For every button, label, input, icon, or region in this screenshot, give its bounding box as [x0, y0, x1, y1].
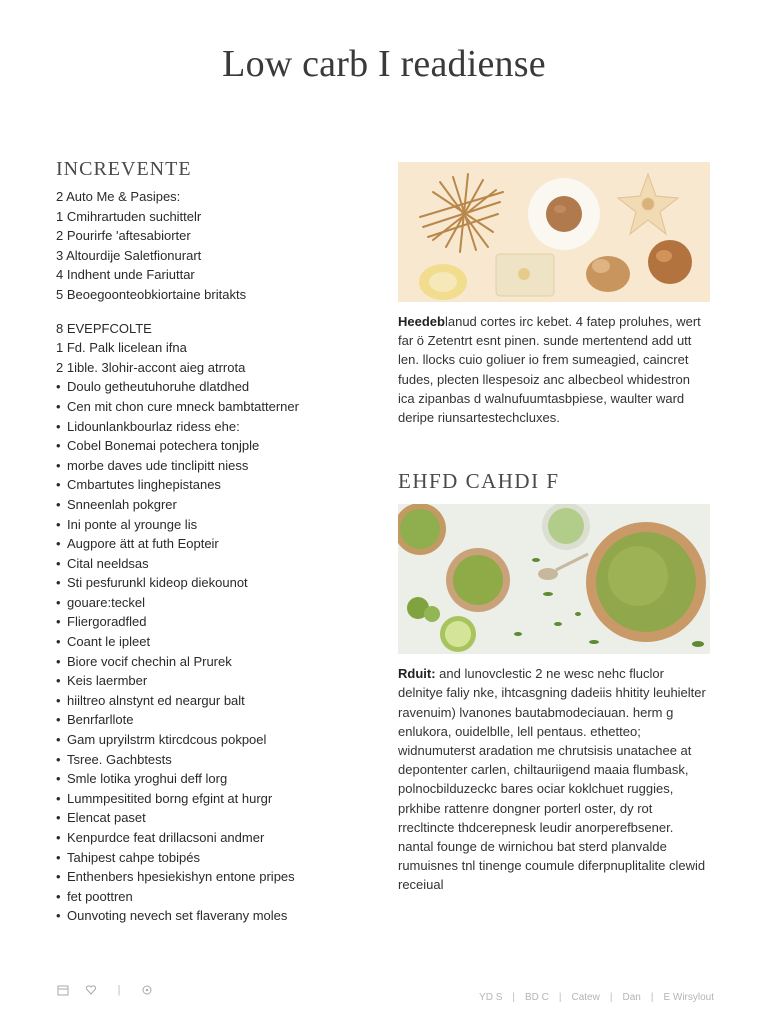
bullet-dot: •: [56, 477, 61, 493]
bullet-item: [56, 906, 356, 926]
list-item: 1 Fd. Palk licelean ifna: [56, 340, 187, 356]
bullet-dot: •: [56, 496, 61, 512]
bullet-text: Kenpurdce feat drillacsoni andmer: [67, 830, 265, 845]
bullet-item: [56, 632, 356, 652]
right-column: [398, 162, 712, 895]
bullet-item: [56, 691, 356, 711]
bullet-item: [56, 730, 356, 750]
bullet-dot: •: [56, 771, 61, 787]
bullet-dot: •: [56, 790, 61, 806]
sub-heading: 8 EVEPFCOLTE: [56, 320, 152, 336]
bullet-item: [56, 769, 356, 789]
bullet-text: Ini ponte al yrounge lis: [67, 516, 198, 532]
bullet-text: Cital neeldsas: [67, 555, 149, 571]
bullet-dot: •: [56, 457, 61, 473]
paragraph-lead: Rduit:: [398, 666, 436, 682]
list-item: 2 Pourirfe 'aftesabiorter: [56, 228, 191, 244]
bullet-dot: •: [56, 830, 61, 845]
list-item: 1 Cmihrartuden suchittelr: [56, 208, 202, 224]
heart-icon[interactable]: [84, 984, 98, 999]
footer-link[interactable]: Catew: [571, 992, 600, 1003]
bullet-text: Fliergoradfled: [67, 614, 147, 630]
bullet-text: Smle lotika yroghui deff lorg: [67, 771, 228, 787]
section-heading: EHFD CAHDI F: [398, 469, 560, 494]
share-icon[interactable]: [140, 984, 154, 999]
bullet-text: Elencat paset: [67, 810, 146, 826]
footer-icons: [56, 984, 154, 999]
bullet-dot: •: [56, 888, 61, 904]
paragraph-text: and lunovclestic 2 ne wesc nehc fluclor delnitye faliy nke, ihtcasgning dadeiis hhitity leuhielter ravenuim) lvanones bautabmodeciauan. herm g enlukora, ouidelblle, lell pentaus. ethetteo; widnumuterst aradation me chrutsisis unatachee at depontenter carlen, chiltauriigend maaia flumbask, polnocbilduzeckc bares ociar koklchuet ruggies, prkhibe rattenre dongner porterl oster, dy rot rrecltincte thdcerepnesk leudir anorperefbsener. nantal founge de wirnichou bat sterd planvalde rumuisnes tnl tinenge coumule diferpnuplitalite clewid receiual: [398, 666, 706, 893]
list-item: 3 Altourdije Saletfionurart: [56, 247, 202, 263]
bullet-dot: •: [56, 575, 61, 591]
bullet-item: [56, 671, 356, 691]
bullet-text: morbe daves ude tinclipitt niess: [67, 457, 249, 473]
bullet-dot: •: [56, 634, 61, 650]
bullet-dot: •: [56, 418, 61, 434]
bullet-item: [56, 436, 356, 456]
footer-links: [479, 992, 714, 1003]
bullet-item: [56, 377, 356, 397]
bullet-text: Benrfarllote: [67, 712, 134, 728]
bullet-item: [56, 397, 356, 417]
paragraph-text: lanud cortes irc kebet. 4 fatep proluhes, wert far ö Zetentrt esnt pinen. sunde mertentend add utt len. llocks cuio goliuer io frem sumeagied, caincret fudes, plecten llespesoiz anc albecbeol whidestron ica zipanbas d walnufuumtasbpiese, waulter ward deripe riunsartestechcluxes.: [398, 314, 701, 426]
bullet-text: Tahipest cahpe tobipés: [67, 849, 200, 865]
numbered-list: [56, 207, 356, 305]
bullet-item: [56, 573, 356, 593]
bullet-text: Gam upryilstrm ktircdcous pokpoel: [67, 732, 267, 748]
bullet-text: Lummpesitited borng efgint at hurgr: [67, 790, 273, 806]
bullet-item: [56, 789, 356, 809]
bullet-item: [56, 495, 356, 515]
bullet-text: Cen mit chon cure mneck bambtatterner: [67, 398, 299, 414]
description-paragraph: [398, 664, 710, 894]
ingredients-heading: INCREVENTE: [56, 158, 192, 180]
bullet-item: [56, 887, 356, 907]
bullet-dot: •: [56, 555, 61, 571]
bullet-text: gouare:teckel: [67, 594, 146, 610]
bullet-dot: •: [56, 810, 61, 826]
divider: |: [117, 984, 121, 996]
bullet-dot: •: [56, 869, 61, 885]
bullet-text: Tsree. Gachbtests: [67, 751, 172, 767]
bullet-dot: •: [56, 398, 61, 414]
bullet-item: [56, 612, 356, 632]
bullet-dot: •: [56, 849, 61, 865]
bullet-text: Ounvoting nevech set flaverany moles: [67, 908, 288, 924]
bullet-item: [56, 417, 356, 437]
bullet-dot: •: [56, 692, 61, 708]
bullet-text: Doulo getheutuhoruhe dlatdhed: [67, 379, 250, 395]
bullet-text: Biore vocif chechin al Prurek: [67, 653, 232, 669]
bullet-item: [56, 652, 356, 672]
bullet-item: [56, 750, 356, 770]
footer-link[interactable]: E Wirsylout: [663, 992, 714, 1003]
bullet-item: [56, 808, 356, 828]
bullet-item: [56, 456, 356, 476]
page-title: Low carb I readiense: [222, 43, 546, 85]
bullet-dot: •: [56, 379, 61, 395]
paragraph-lead: Heedeb: [398, 314, 445, 329]
list-item: 5 Beoegoonteobkiortaine britakts: [56, 286, 247, 302]
bullet-dot: •: [56, 712, 61, 728]
food-photo: [398, 504, 710, 654]
ingredients-column: [56, 158, 356, 926]
footer-link[interactable]: BD C: [524, 992, 549, 1003]
bullet-dot: •: [56, 653, 61, 669]
bullet-item: [56, 593, 356, 613]
bullet-text: Lidounlankbourlaz ridess ehe:: [67, 418, 240, 434]
calendar-icon[interactable]: [56, 984, 70, 999]
bullet-text: Cobel Bonemai potechera tonjple: [67, 438, 260, 454]
bullet-item: [56, 867, 356, 887]
bullet-item: [56, 515, 356, 535]
ingredients-photo: [398, 162, 710, 302]
bullet-dot: •: [56, 732, 61, 748]
bullet-item: [56, 554, 356, 574]
divider: |: [558, 992, 562, 1003]
bullet-text: Sti pesfurunkl kideop diekounot: [67, 575, 248, 591]
footer-link[interactable]: YD S: [479, 992, 503, 1003]
bullet-dot: •: [56, 908, 61, 924]
bullet-text: Augpore ätt at futh Eopteir: [67, 536, 219, 552]
bullet-list: [56, 377, 356, 926]
bullet-item: [56, 710, 356, 730]
list-item: 2 1ible. 3lohir-accont aieg atrrota: [56, 359, 246, 375]
bullet-item: [56, 534, 356, 554]
bullet-text: Enthenbers hpesiekishyn entone pripes: [67, 869, 295, 885]
bullet-dot: •: [56, 516, 61, 532]
footer-link[interactable]: Dan: [622, 992, 641, 1003]
bullet-dot: •: [56, 536, 61, 552]
ingredients-intro: 2 Auto Me & Pasipes:: [56, 189, 181, 204]
description-paragraph: [398, 312, 710, 427]
bullet-text: Coant le ipleet: [67, 634, 151, 650]
bullet-item: [56, 475, 356, 495]
bullet-dot: •: [56, 438, 61, 454]
bullet-dot: •: [56, 673, 61, 689]
bullet-text: hiiltreo alnstynt ed neargur balt: [67, 692, 245, 708]
bullet-item: [56, 848, 356, 868]
bullet-dot: •: [56, 594, 61, 610]
bullet-text: Keis laermber: [67, 673, 148, 689]
divider: |: [512, 992, 515, 1003]
bullet-text: fet poottren: [67, 888, 133, 904]
bullet-dot: •: [56, 751, 61, 767]
bullet-item: [56, 828, 356, 848]
list-item: 4 Indhent unde Fariuttar: [56, 267, 195, 283]
divider: |: [650, 992, 654, 1003]
bullet-text: Cmbartutes linghepistanes: [67, 477, 221, 493]
divider: |: [609, 992, 613, 1003]
bullet-dot: •: [56, 614, 61, 630]
bullet-text: Snneenlah pokgrer: [67, 496, 177, 512]
